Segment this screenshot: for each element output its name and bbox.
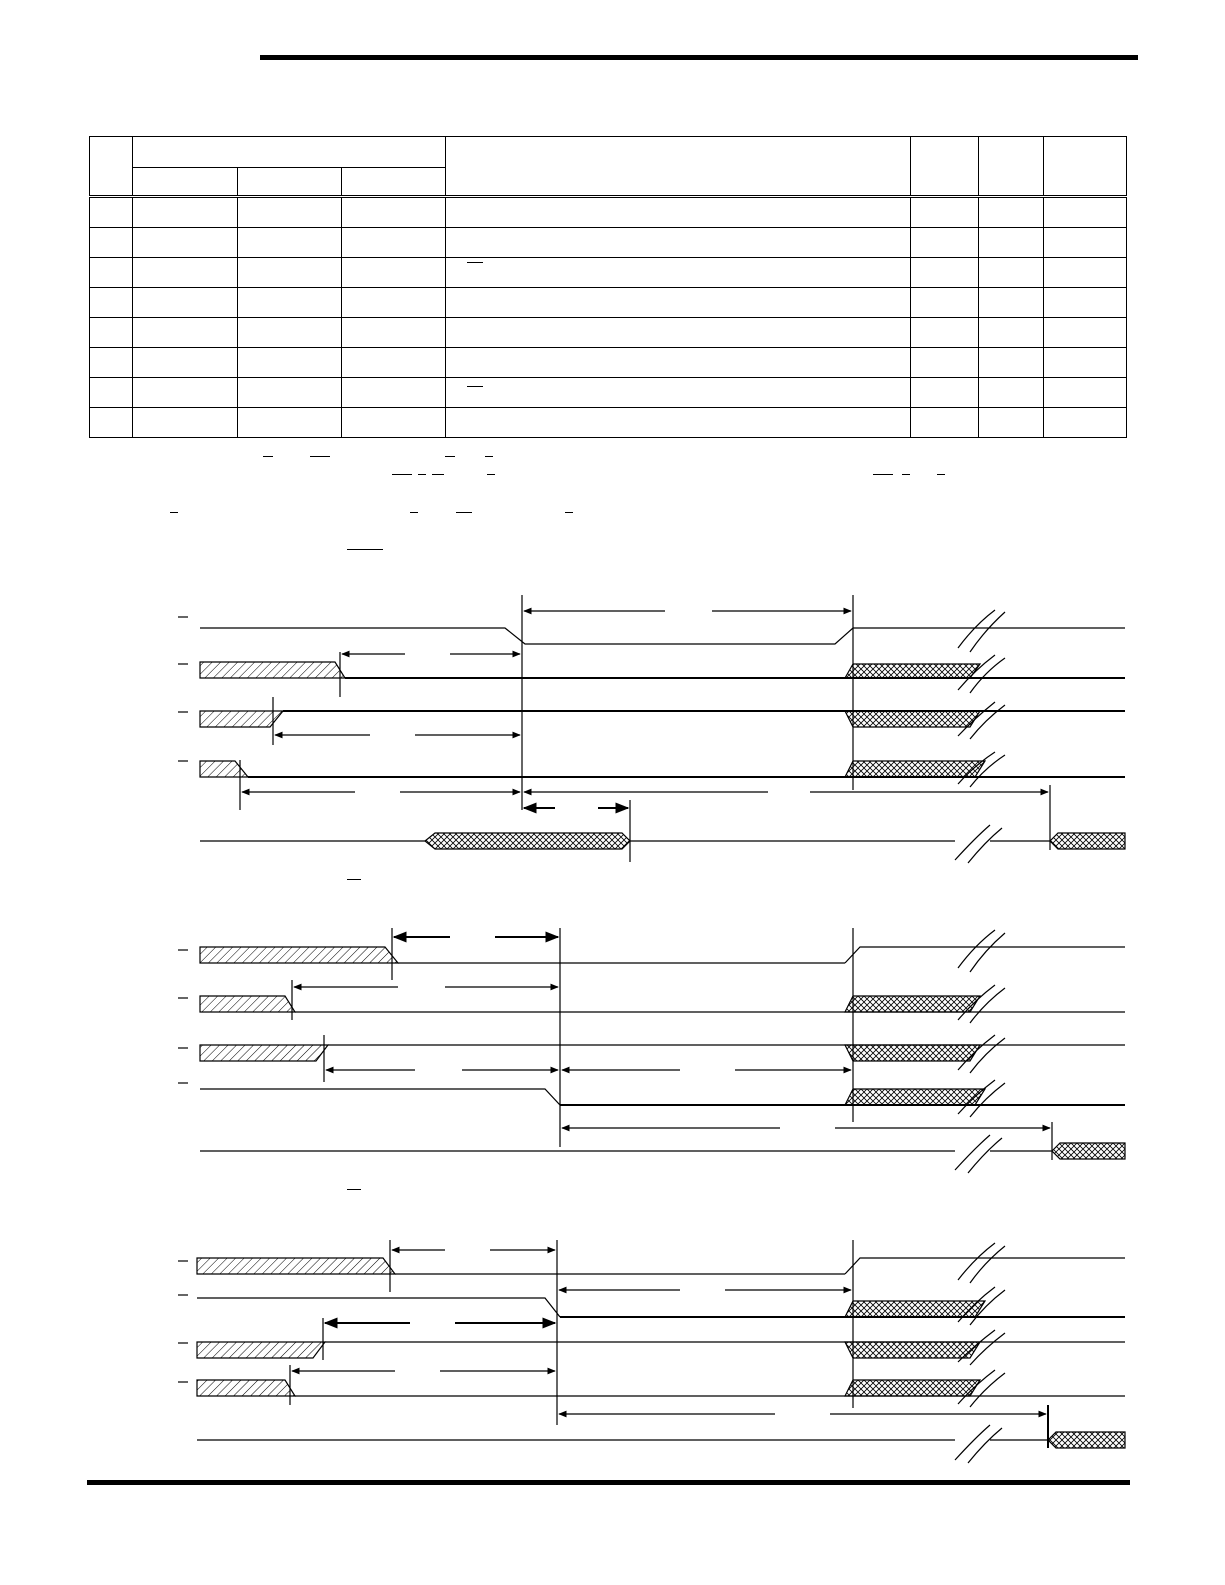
timing-diagram-1 — [178, 595, 1125, 863]
footer-rule — [87, 1480, 1130, 1485]
timing-diagram-2 — [178, 928, 1125, 1173]
timing-diagram-3 — [178, 1240, 1125, 1463]
